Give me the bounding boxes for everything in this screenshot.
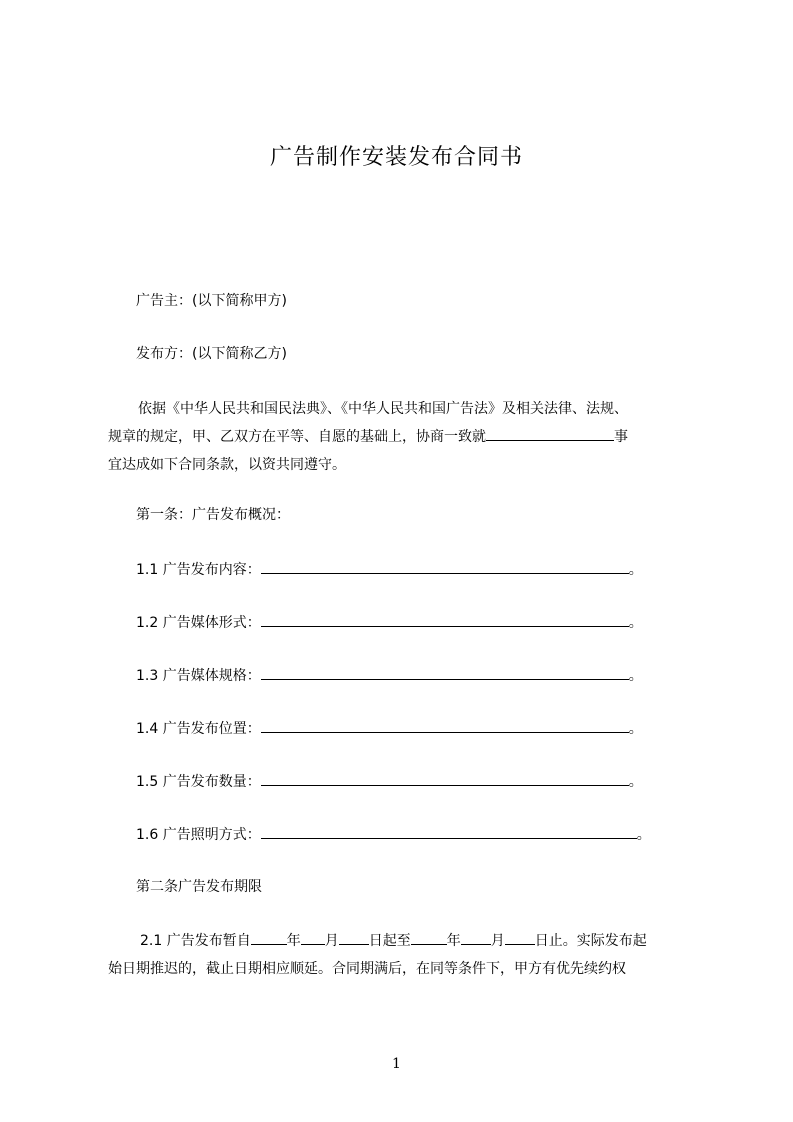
document-title: 广告制作安装发布合同书 [269,145,523,170]
clause-2-1-start: 2.1 广告发布暂自 [140,933,251,949]
item-1-5-blank [261,771,629,786]
item-1-3-blank [261,665,629,680]
item-1-6-end: 。 [636,827,651,843]
start-month-blank [301,930,325,945]
item-1-3 [136,665,643,686]
start-day-blank [339,930,369,945]
item-1-4-label: 1.4 广告发布位置： [136,721,261,737]
end-day-label: 日止。实际发布起 [534,933,647,949]
item-1-5-label: 1.5 广告发布数量： [136,774,261,790]
item-1-2-label: 1.2 广告媒体形式： [136,615,261,631]
preamble-paragraph [108,395,703,479]
start-year-blank [251,930,287,945]
item-1-1-label: 1.1 广告发布内容： [136,562,261,578]
article-1-heading: 第一条：广告发布概况： [136,507,290,523]
end-month-blank [461,930,491,945]
end-month-label: 月 [490,933,505,949]
item-1-1 [136,559,643,580]
start-day-label: 日起至 [368,933,411,949]
party-a-line: 广告主：(以下简称甲方) [136,293,287,309]
page-number: 1 [392,1056,401,1072]
subject-blank [486,426,614,441]
end-year-blank [411,930,447,945]
item-1-3-end: 。 [628,668,643,684]
item-1-2-blank [261,612,629,627]
item-1-1-end: 。 [628,562,643,578]
item-1-4-blank [261,718,629,733]
item-1-5 [136,771,643,792]
article-2-heading: 第二条广告发布期限 [136,879,262,895]
preamble-line-2 [108,423,703,451]
clause-2-1 [108,927,708,983]
item-1-6 [136,824,651,845]
preamble-text-2-end: 事 [614,429,628,445]
preamble-text-3: 宜达成如下合同条款，以资共同遵守。 [108,457,346,473]
party-b-line: 发布方：(以下简称乙方) [136,346,287,362]
end-year-label: 年 [446,933,461,949]
preamble-text-2: 规章的规定，甲、乙双方在平等、自愿的基础上，协商一致就 [108,429,486,445]
preamble-line-3 [108,451,703,479]
item-1-2-end: 。 [628,615,643,631]
end-day-blank [505,930,535,945]
item-1-5-end: 。 [628,774,643,790]
item-1-6-label: 1.6 广告照明方式： [136,827,261,843]
item-1-2 [136,612,643,633]
item-1-6-blank [261,824,637,839]
start-month-label: 月 [324,933,339,949]
item-1-4 [136,718,643,739]
clause-2-1-line-2: 始日期推迟的，截止日期相应顺延。合同期满后，在同等条件下，甲方有优先续约权 [108,961,626,977]
start-year-label: 年 [286,933,301,949]
preamble-text-1: 依据《中华人民共和国民法典》、《中华人民共和国广告法》及相关法律、法规、 [138,401,628,417]
item-1-3-label: 1.3 广告媒体规格： [136,668,261,684]
preamble-line-1 [108,395,703,423]
item-1-1-blank [261,559,629,574]
item-1-4-end: 。 [628,721,643,737]
clause-2-1-line-1 [108,927,708,955]
